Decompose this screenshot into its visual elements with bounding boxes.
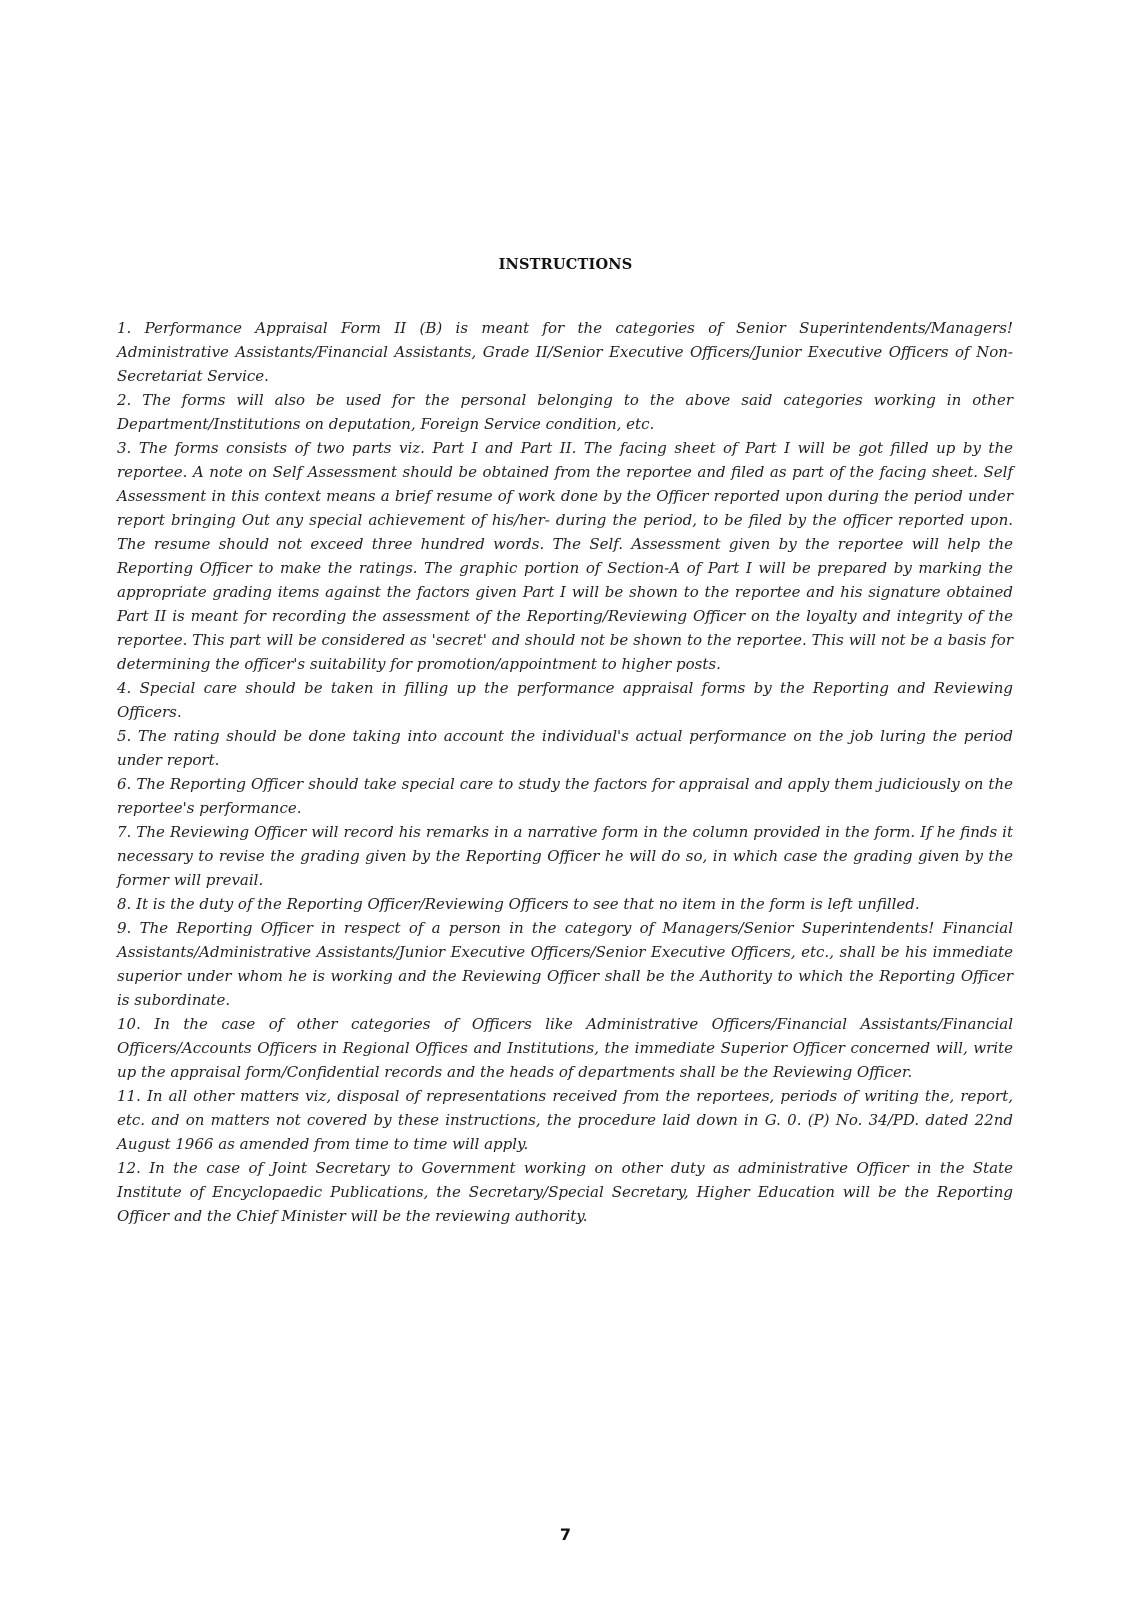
page-number: 7 xyxy=(559,1525,572,1544)
instruction-item-9: 9. The Reporting Officer in respect of a person in the category of Managers/Senior Superintendents! Financial Assistants/Administrative Assistants/Junior Executive Officers/Senior Executive Officers, etc., shall be his immediate superior under whom he is working and the Reviewing Officer shall be the Authority to which the Reporting Officer is subordinate. xyxy=(117,919,1013,1009)
instruction-item-6: 6. The Reporting Officer should take special care to study the factors for appraisal and apply them judiciously on the reportee's performance. xyxy=(117,775,1013,817)
instruction-item-4: 4. Special care should be taken in filling up the performance appraisal forms by the Reporting and Reviewing Officers. xyxy=(117,679,1013,721)
instruction-item-10: 10. In the case of other categories of Officers like Administrative Officers/Financial Assistants/Financial Officers/Accounts Officers in Regional Offices and Institutions, the immediate Superior Officer concerned will, write up the appraisal form/Confidential records and the heads of departments shall be the Reviewing Officer. xyxy=(117,1015,1013,1081)
instruction-item-12: 12. In the case of Joint Secretary to Government working on other duty as administrative Officer in the State Institute of Encyclopaedic Publications, the Secretary/Special Secretary, Higher Education will be the Reporting Officer and the Chief Minister will be the reviewing authority. xyxy=(117,1159,1013,1225)
instruction-item-1: 1. Performance Appraisal Form II (B) is meant for the categories of Senior Superintendents/Managers! Administrative Assistants/Financial Assistants, Grade II/Senior Executive Officers/Junior Executive Officers of Non-Secretariat Service. xyxy=(117,319,1013,385)
page-title: INSTRUCTIONS xyxy=(498,256,633,273)
instructions-body xyxy=(117,316,1013,1228)
instruction-item-3: 3. The forms consists of two parts viz. Part I and Part II. The facing sheet of Part I will be got filled up by the reportee. A note on Self Assessment should be obtained from the reportee and filed as part of the facing sheet. Self Assessment in this context means a brief resume of work done by the Officer reported upon during the period under report bringing Out any special achievement of his/her- during the period, to be filed by the officer reported upon. The resume should not exceed three hundred words. The Self. Assessment given by the reportee will help the Reporting Officer to make the ratings. The graphic portion of Section-A of Part I will be prepared by marking the appropriate grading items against the factors given Part I will be shown to the reportee and his signature obtained Part II is meant for recording the assessment of the Reporting/Reviewing Officer on the loyalty and integrity of the reportee. This part will be considered as 'secret' and should not be shown to the reportee. This will not be a basis for determining the officer's suitability for promotion/appointment to higher posts. xyxy=(117,439,1013,673)
instruction-item-7: 7. The Reviewing Officer will record his remarks in a narrative form in the column provided in the form. If he finds it necessary to revise the grading given by the Reporting Officer he will do so, in which case the grading given by the former will prevail. xyxy=(117,823,1013,889)
instruction-item-2: 2. The forms will also be used for the personal belonging to the above said categories working in other Department/Institutions on deputation, Foreign Service condition, etc. xyxy=(117,391,1013,433)
instruction-item-11: 11. In all other matters viz, disposal of representations received from the reportees, periods of writing the, report, etc. and on matters not covered by these instructions, the procedure laid down in G. 0. (P) No. 34/PD. dated 22nd August 1966 as amended from time to time will apply. xyxy=(117,1087,1013,1153)
instruction-item-5: 5. The rating should be done taking into account the individual's actual performance on the job luring the period under report. xyxy=(117,727,1013,769)
instruction-item-8: 8. It is the duty of the Reporting Officer/Reviewing Officers to see that no item in the form is left unfilled. xyxy=(117,895,920,913)
